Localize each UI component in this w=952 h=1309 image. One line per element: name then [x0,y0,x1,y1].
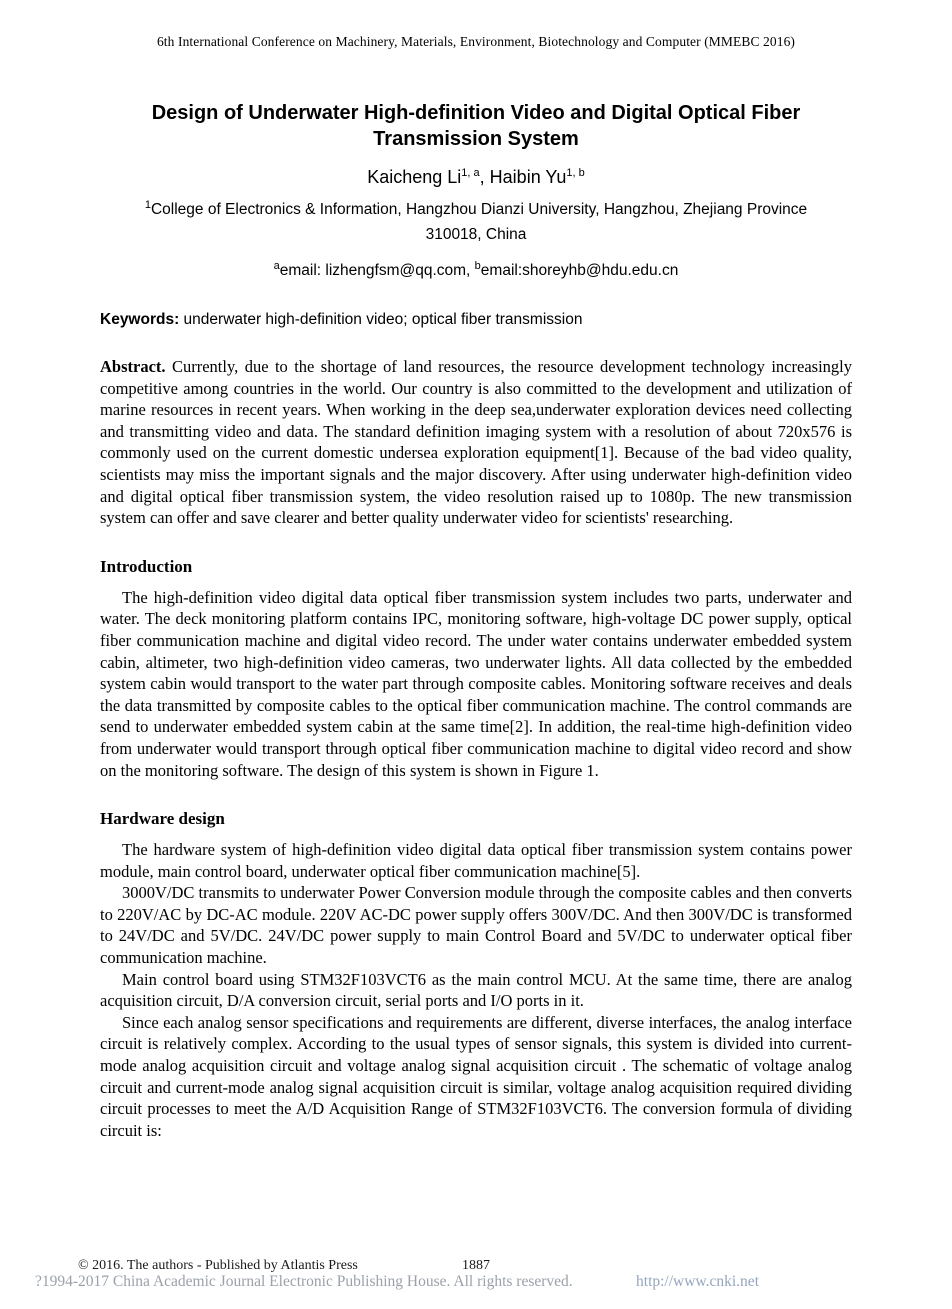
keywords-line [100,311,852,329]
author-superscript-2: 1, b [566,167,585,179]
hardware-paragraph-4: Since each analog sensor specifications and requirements are different, diverse interfaces, the analog interface circuit is relatively complex. According to the usual types of sensor signals, this system is divided into current-mode analog acquisition circuit and voltage analog signal acquisition circuit . The schematic of voltage analog circuit and current-mode analog signal acquisition circuit is similar, voltage analog acquisition required dividing circuit processes to meet the A/D Acquisition Range of STM32F103VCT6. The conversion formula of dividing circuit is: [100,1012,852,1140]
authors-line [100,167,852,188]
email-superscript-a: a [273,259,280,272]
email-text-b: email:shoreyhb@hdu.edu.cn [480,262,679,279]
hardware-paragraph-2: 3000V/DC transmits to underwater Power Conversion module through the composite cables and then converts to 220V/AC by DC-AC module. 220V AC-DC power supply offers 300V/DC. And then 300V/DC is transformed to 24V/DC and 5V/DC. 24V/DC power supply to main Control Board and 5V/DC to underwater optical fiber communication machine. [100,883,852,968]
conference-header: 6th International Conference on Machinery, Materials, Environment, Biotechnology and Computer (MMEBC 2016) [156,34,796,49]
email-superscript-b: b [474,259,481,272]
hardware-paragraph-3: Main control board using STM32F103VCT6 as the main control MCU. At the same time, there are analog acquisition circuit, D/A conversion circuit, serial ports and I/O ports in it. [100,969,852,1011]
cnki-watermark [35,1273,759,1291]
keywords-text: underwater high-definition video; optical fiber transmission [179,311,583,328]
affiliation-superscript: 1 [144,198,151,211]
emails-line [100,259,852,280]
email-text-a: email: lizhengfsm@qq.com, [279,262,471,279]
watermark-url: http://www.cnki.net [636,1273,759,1290]
section-heading-hardware-design: Hardware design [100,809,225,829]
author-superscript-1: 1, a [461,167,480,179]
affiliation-text: College of Electronics & Information, Hangzhou Dianzi University, Hangzhou, Zhejiang Province 310018, China [150,201,808,243]
watermark-text: ?1994-2017 China Academic Journal Electronic Publishing House. All rights reserved. [35,1273,573,1290]
abstract-text: Currently, due to the shortage of land resources, the resource development technology increasingly competitive among countries in the world. Our country is also committed to the development and utilization of marine resources in recent years. When working in the deep sea,underwater exploration devices need collecting and transmitting video and data. The standard definition imaging system with a resolution of about 720x576 is commonly used on the current domestic undersea exploration equipment[1]. Because of the bad video quality, scientists may miss the important signals and the major discovery. After using underwater high-definition video and digital optical fiber transmission system, the video resolution raised up to 1080p. The new transmission system can offer and save clearer and better quality underwater video for scientists' researching. [100,357,852,528]
abstract-paragraph [100,356,852,529]
page-number: 1887 [462,1258,490,1273]
affiliation-line [131,197,821,247]
author-name-2: Haibin Yu [489,167,567,187]
hardware-paragraph-1: The hardware system of high-definition video digital data optical fiber transmission system contains power module, main control board, underwater optical fiber communication machine[5]. [100,840,852,881]
keywords-label: Keywords: [100,311,180,328]
section-heading-introduction: Introduction [100,556,193,576]
authors-separator: , [479,167,490,187]
abstract-label: Abstract. [100,357,166,376]
paper-title: Design of Underwater High-definition Video and Digital Optical Fiber Transmission System [151,102,801,150]
introduction-paragraph: The high-definition video digital data optical fiber transmission system includes two parts, underwater and water. The deck monitoring platform contains IPC, monitoring software, high-voltage DC power supply, optical fiber communication machine and digital video record. The under water contains underwater embedded system cabin, altimeter, two high-definition video cameras, two underwater lights. All data collected by the embedded system cabin would transport to the water part through composite cables. Monitoring software receives and deals the data transmitted by composite cables to the optical fiber communication machine. The control commands are send to underwater embedded system cabin at the same time[2]. In addition, the real-time high-definition video from underwater would transport through optical fiber communication machine to digital video record and show on the monitoring software. The design of this system is shown in Figure 1. [100,587,852,780]
author-name-1: Kaicheng Li [367,167,462,187]
footer-copyright: © 2016. The authors - Published by Atlantis Press [78,1258,358,1273]
